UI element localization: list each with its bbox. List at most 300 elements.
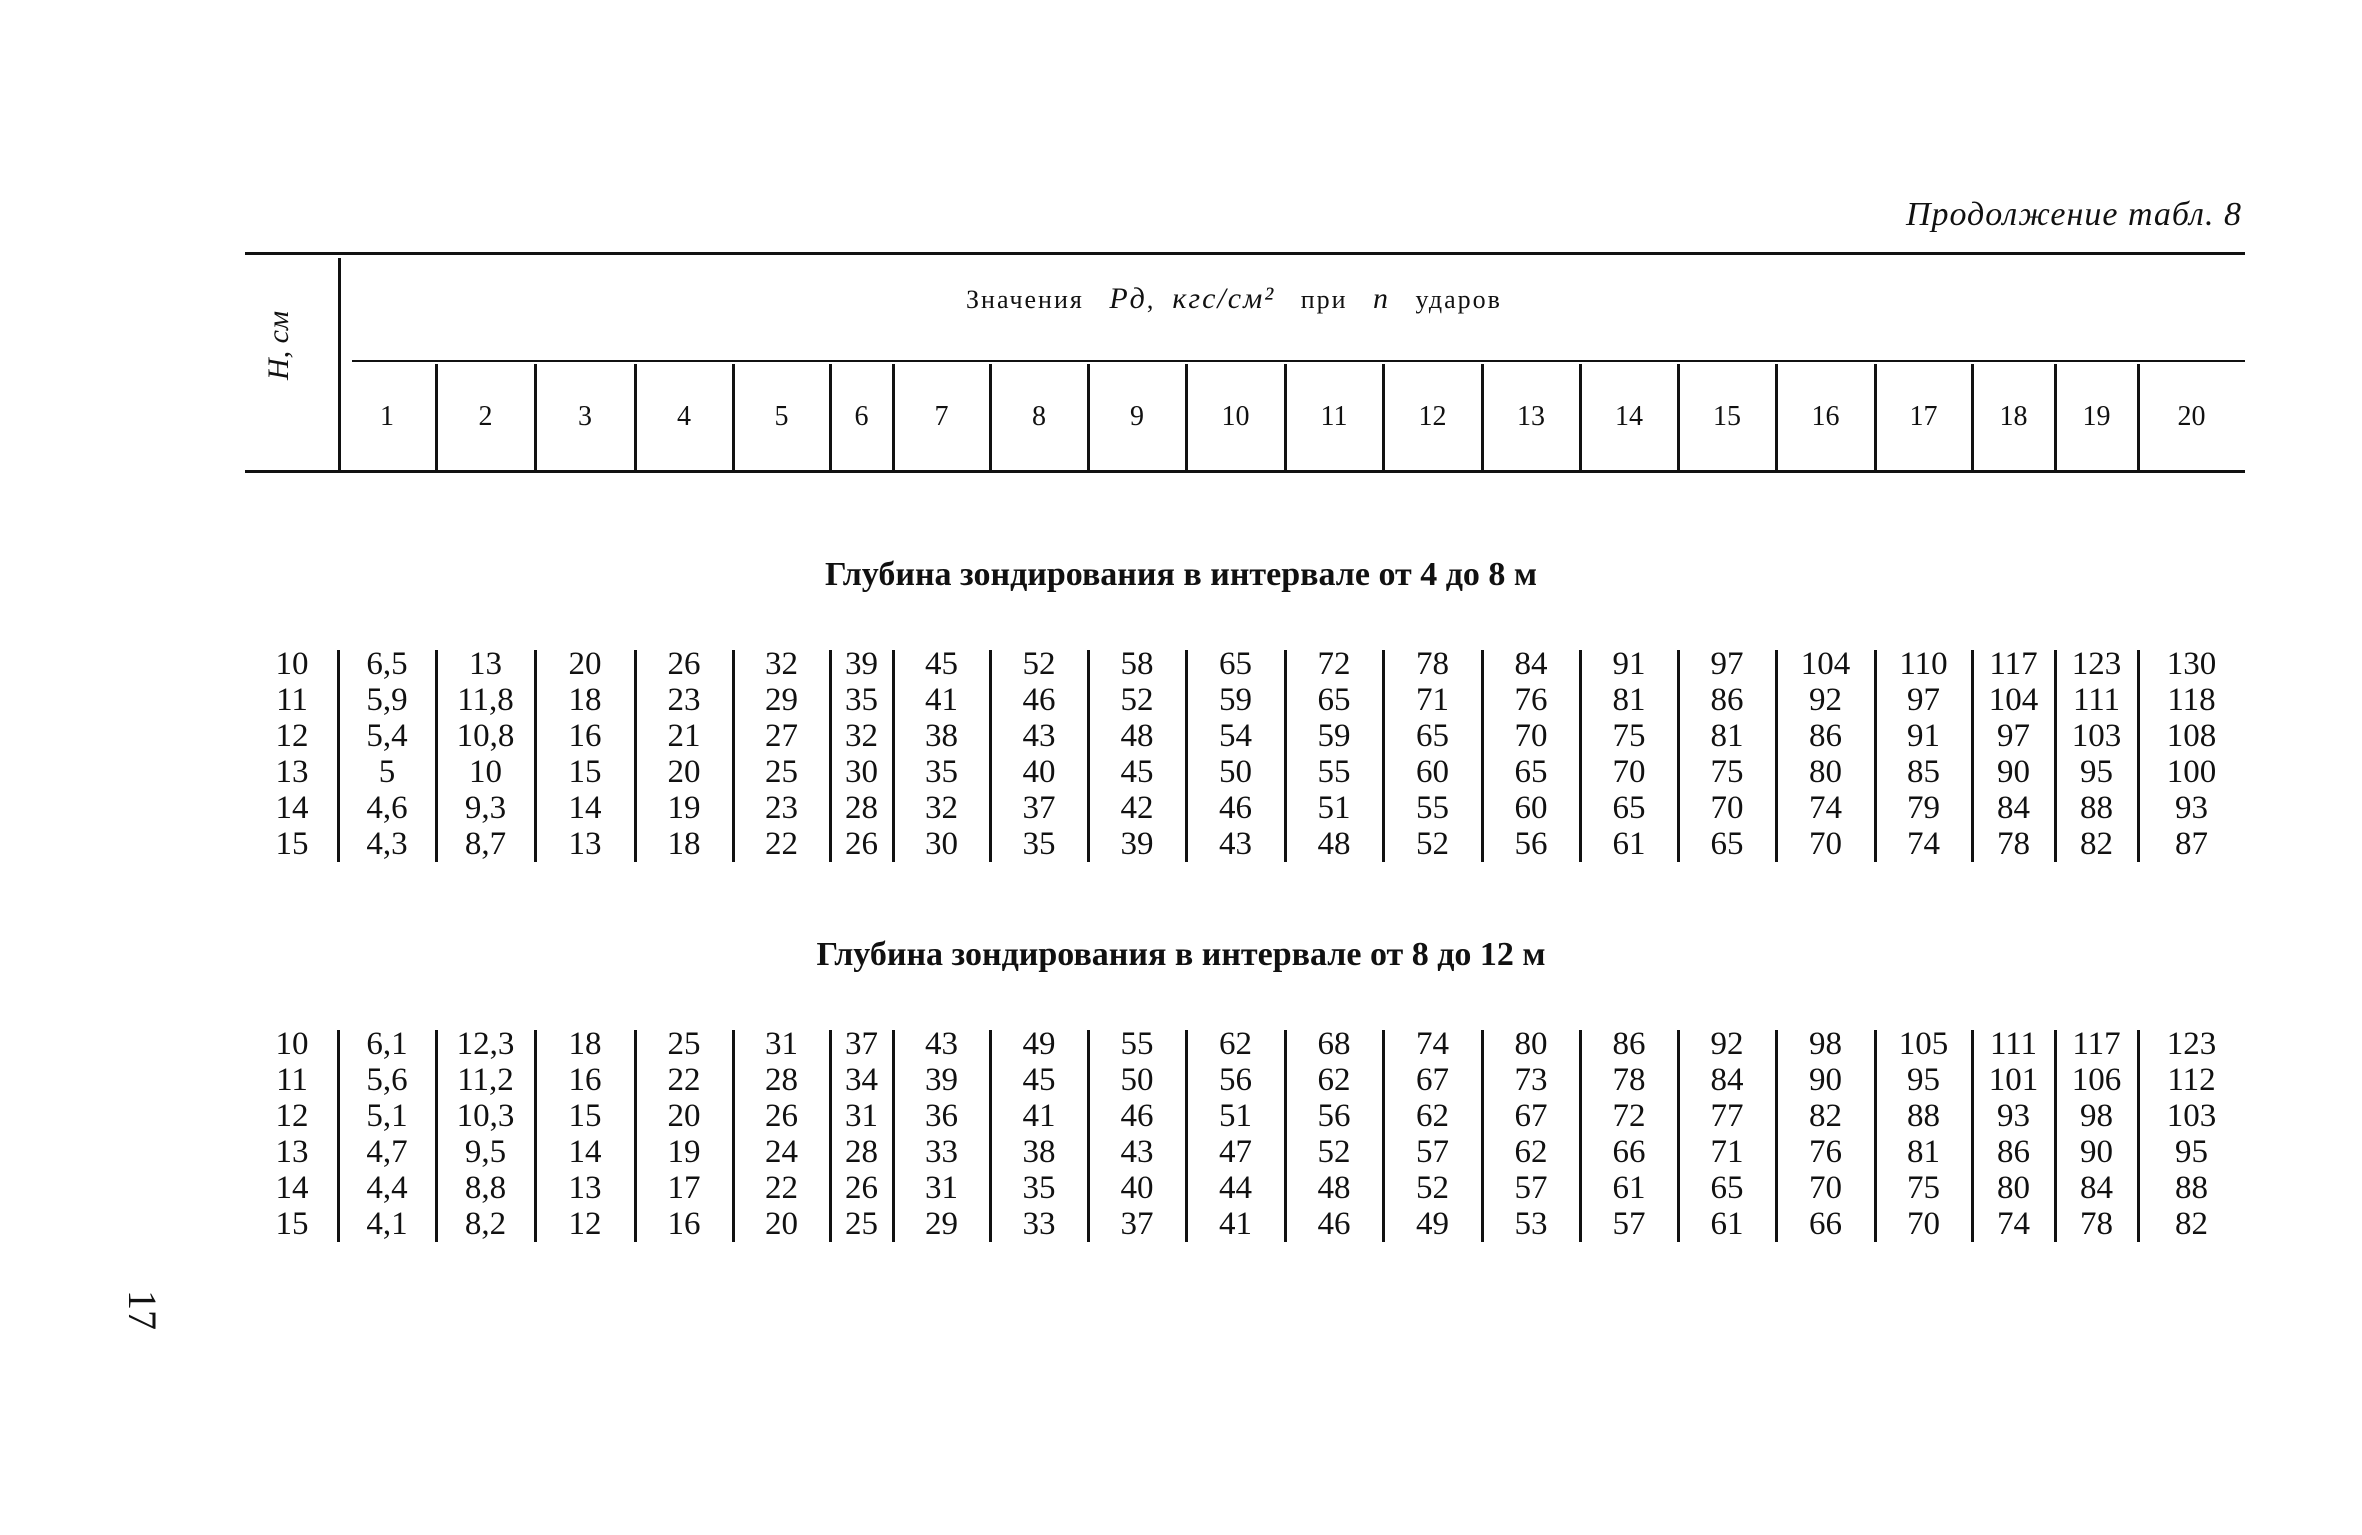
table-row	[0, 790, 2362, 826]
table-cell: 68	[1317, 1026, 1351, 1062]
h-value: 11	[276, 682, 308, 718]
table-cell: 9,3	[464, 790, 507, 826]
table-cell: 92	[1710, 1026, 1744, 1062]
table-cell: 23	[667, 682, 701, 718]
table-cell: 40	[1022, 754, 1056, 790]
table-cell: 46	[1219, 790, 1252, 826]
table-cell: 26	[667, 646, 701, 682]
table-cell: 79	[1907, 790, 1940, 826]
table-cell: 16	[667, 1206, 701, 1242]
column-separator	[1677, 650, 1680, 862]
table-cell: 91	[1612, 646, 1646, 682]
table-cell: 75	[1612, 718, 1646, 754]
column-header-separator	[1382, 364, 1385, 470]
continuation-caption: Продолжение табл. 8	[1905, 196, 2242, 233]
column-header-20: 20	[2177, 401, 2206, 432]
table-cell: 45	[1120, 754, 1154, 790]
table-cell: 130	[2166, 646, 2217, 682]
column-separator	[2137, 650, 2140, 862]
table-cell: 54	[1219, 718, 1252, 754]
table-cell: 97	[1710, 646, 1744, 682]
table-cell: 50	[1219, 754, 1252, 790]
column-header-separator	[1677, 364, 1680, 470]
page-number: 17	[120, 1290, 165, 1330]
table-cell: 90	[2080, 1134, 2113, 1170]
table-cell: 56	[1219, 1062, 1252, 1098]
column-separator	[534, 650, 537, 862]
table-cell: 86	[1809, 718, 1842, 754]
table-cell: 20	[765, 1206, 798, 1242]
table-cell: 88	[2175, 1170, 2208, 1206]
table-cell: 104	[1800, 646, 1851, 682]
column-separator	[829, 1030, 832, 1242]
column-separator	[1382, 650, 1385, 862]
table-cell: 61	[1710, 1206, 1744, 1242]
table-cell: 117	[2072, 1026, 2121, 1062]
table-cell: 29	[765, 682, 798, 718]
table-cell: 74	[1997, 1206, 2030, 1242]
table-cell: 52	[1416, 826, 1449, 862]
table-cell: 70	[1612, 754, 1646, 790]
table-cell: 59	[1219, 682, 1252, 718]
table-cell: 82	[2175, 1206, 2208, 1242]
table-cell: 4,7	[366, 1134, 408, 1170]
table-cell: 16	[568, 1062, 602, 1098]
table-cell: 8,7	[464, 826, 507, 862]
table-cell: 5,1	[366, 1098, 408, 1134]
column-separator	[1579, 650, 1582, 862]
table-cell: 36	[925, 1098, 958, 1134]
table-cell: 97	[1907, 682, 1940, 718]
table-header-bottom-rule	[245, 470, 2245, 473]
table-cell: 65	[1710, 826, 1744, 862]
column-header-3: 3	[578, 401, 592, 432]
table-cell: 95	[2080, 754, 2113, 790]
h-value: 15	[275, 1206, 309, 1242]
table-cell: 65	[1219, 646, 1252, 682]
column-header-2: 2	[478, 401, 493, 432]
h-value: 14	[275, 1170, 309, 1206]
table-cell: 25	[845, 1206, 878, 1242]
column-header-separator	[1284, 364, 1287, 470]
table-cell: 35	[925, 754, 958, 790]
column-separator	[1677, 1030, 1680, 1242]
table-cell: 50	[1120, 1062, 1154, 1098]
table-cell: 88	[2080, 790, 2113, 826]
column-header-17: 17	[1909, 401, 1938, 432]
column-header-9: 9	[1130, 401, 1144, 432]
h-value: 15	[275, 826, 309, 862]
table-cell: 46	[1317, 1206, 1351, 1242]
table-cell: 80	[1809, 754, 1842, 790]
n-label: при	[1300, 285, 1348, 314]
table-cell: 38	[1022, 1134, 1056, 1170]
column-separator	[435, 1030, 438, 1242]
column-header-separator	[435, 364, 438, 470]
table-cell: 97	[1997, 718, 2030, 754]
column-header-separator	[989, 364, 992, 470]
table-cell: 51	[1219, 1098, 1252, 1134]
column-header-16: 16	[1811, 401, 1840, 432]
table-cell: 5,4	[366, 718, 408, 754]
table-cell: 110	[1899, 646, 1948, 682]
table-cell: 43	[1219, 826, 1252, 862]
table-cell: 52	[1416, 1170, 1449, 1206]
column-separator	[1185, 1030, 1188, 1242]
column-separator	[1971, 1030, 1974, 1242]
table-cell: 19	[667, 790, 701, 826]
table-cell: 58	[1120, 646, 1154, 682]
table-cell: 42	[1120, 790, 1154, 826]
table-cell: 11,2	[457, 1062, 514, 1098]
table-cell: 43	[1120, 1134, 1154, 1170]
table-cell: 81	[1710, 718, 1744, 754]
table-cell: 16	[568, 718, 602, 754]
table-cell: 62	[1317, 1062, 1351, 1098]
table-cell: 35	[845, 682, 878, 718]
column-separator	[634, 650, 637, 862]
table-cell: 55	[1120, 1026, 1154, 1062]
h-value: 11	[276, 1062, 308, 1098]
table-cell: 37	[1022, 790, 1056, 826]
column-header-separator	[829, 364, 832, 470]
table-cell: 45	[1022, 1062, 1056, 1098]
table-cell: 40	[1120, 1170, 1154, 1206]
table-cell: 20	[667, 1098, 701, 1134]
table-cell: 49	[1022, 1026, 1056, 1062]
table-cell: 6,5	[366, 646, 408, 682]
column-separator	[1087, 1030, 1090, 1242]
table-cell: 95	[1907, 1062, 1940, 1098]
table-cell: 30	[925, 826, 958, 862]
table-cell: 118	[2167, 682, 2216, 718]
table-cell: 86	[1710, 682, 1744, 718]
table-cell: 30	[845, 754, 878, 790]
column-separator	[2054, 650, 2057, 862]
table-cell: 117	[1989, 646, 2038, 682]
column-header-separator	[1481, 364, 1484, 470]
column-header-19: 19	[2082, 401, 2111, 432]
table-cell: 59	[1317, 718, 1351, 754]
h-column-label: H, см	[262, 310, 295, 380]
table-cell: 104	[1988, 682, 2039, 718]
table-cell: 11,8	[457, 682, 514, 718]
table-cell: 67	[1514, 1098, 1548, 1134]
column-separator	[1284, 1030, 1287, 1242]
table-cell: 32	[765, 646, 798, 682]
table-cell: 33	[925, 1134, 958, 1170]
table-cell: 76	[1809, 1134, 1842, 1170]
table-cell: 26	[845, 1170, 878, 1206]
unit-label: кгс/см²	[1172, 282, 1276, 315]
column-header-separator	[732, 364, 735, 470]
table-cell: 81	[1907, 1134, 1940, 1170]
table-cell: 8,2	[464, 1206, 507, 1242]
table-cell: 5	[378, 754, 396, 790]
table-cell: 82	[1809, 1098, 1842, 1134]
table-row	[0, 754, 2362, 790]
table-cell: 20	[667, 754, 701, 790]
table-cell: 74	[1907, 826, 1940, 862]
table-cell: 12	[568, 1206, 602, 1242]
column-separator	[1481, 650, 1484, 862]
column-separator	[337, 1030, 340, 1242]
table-cell: 48	[1317, 1170, 1351, 1206]
column-header-separator	[1087, 364, 1090, 470]
column-separator	[892, 650, 895, 862]
table-cell: 106	[2071, 1062, 2122, 1098]
table-cell: 93	[1997, 1098, 2030, 1134]
column-header-10: 10	[1221, 401, 1250, 432]
column-separator	[829, 650, 832, 862]
table-cell: 74	[1809, 790, 1842, 826]
table-row	[0, 1170, 2362, 1206]
table-cell: 10	[469, 754, 502, 790]
table-cell: 38	[925, 718, 958, 754]
column-header-separator	[534, 364, 537, 470]
table-cell: 84	[1710, 1062, 1744, 1098]
table-cell: 55	[1416, 790, 1449, 826]
table-cell: 8,8	[464, 1170, 507, 1206]
table-cell: 48	[1120, 718, 1154, 754]
column-header-separator	[634, 364, 637, 470]
table-cell: 34	[845, 1062, 878, 1098]
column-separator	[989, 1030, 992, 1242]
column-separator	[1775, 650, 1778, 862]
table-row	[0, 1098, 2362, 1134]
table-cell: 92	[1809, 682, 1842, 718]
h-value: 14	[275, 790, 309, 826]
table-cell: 70	[1907, 1206, 1940, 1242]
column-header-separator	[2054, 364, 2057, 470]
column-separator	[1382, 1030, 1385, 1242]
table-cell: 27	[765, 718, 798, 754]
table-cell: 22	[765, 826, 798, 862]
table-cell: 78	[1612, 1062, 1646, 1098]
column-separator	[1185, 650, 1188, 862]
table-row	[0, 1026, 2362, 1062]
table-cell: 65	[1612, 790, 1646, 826]
table-row	[0, 682, 2362, 718]
table-cell: 24	[765, 1134, 798, 1170]
table-cell: 13	[568, 826, 602, 862]
table-cell: 67	[1416, 1062, 1449, 1098]
table-cell: 18	[568, 682, 602, 718]
column-separator	[1579, 1030, 1582, 1242]
table-cell: 57	[1416, 1134, 1449, 1170]
table-cell: 61	[1612, 1170, 1646, 1206]
table-cell: 4,4	[366, 1170, 408, 1206]
table-cell: 20	[568, 646, 602, 682]
table-cell: 26	[845, 826, 878, 862]
table-cell: 70	[1809, 826, 1842, 862]
table-cell: 72	[1317, 646, 1351, 682]
column-header-15: 15	[1713, 401, 1741, 432]
table-row	[0, 1062, 2362, 1098]
column-header-8: 8	[1032, 401, 1046, 432]
column-header-6: 6	[854, 401, 869, 432]
table-cell: 65	[1710, 1170, 1744, 1206]
table-cell: 84	[1514, 646, 1548, 682]
table-cell: 35	[1022, 826, 1056, 862]
table-cell: 103	[2166, 1098, 2217, 1134]
table-cell: 15	[568, 754, 602, 790]
column-header-separator	[1971, 364, 1974, 470]
column-separator	[337, 650, 340, 862]
table-cell: 47	[1219, 1134, 1252, 1170]
table-cell: 61	[1612, 826, 1646, 862]
table-cell: 25	[765, 754, 798, 790]
table-cell: 65	[1514, 754, 1548, 790]
table-cell: 13	[469, 646, 502, 682]
table-cell: 84	[2080, 1170, 2113, 1206]
table-cell: 45	[925, 646, 958, 682]
table-cell: 93	[2175, 790, 2208, 826]
table-cell: 111	[1989, 1026, 2038, 1062]
table-cell: 29	[925, 1206, 958, 1242]
column-separator	[1775, 1030, 1778, 1242]
table-cell: 56	[1317, 1098, 1351, 1134]
column-header-7: 7	[934, 401, 949, 432]
table-cell: 66	[1809, 1206, 1842, 1242]
table-cell: 33	[1022, 1206, 1056, 1242]
table-cell: 14	[568, 1134, 602, 1170]
table-cell: 90	[1809, 1062, 1842, 1098]
column-header-separator	[892, 364, 895, 470]
table-cell: 13	[568, 1170, 602, 1206]
table-cell: 12,3	[456, 1026, 515, 1062]
table-cell: 84	[1997, 790, 2030, 826]
table-cell: 53	[1514, 1206, 1548, 1242]
table-cell: 5,9	[366, 682, 408, 718]
column-separator	[1087, 650, 1090, 862]
table-cell: 4,6	[366, 790, 408, 826]
table-cell: 52	[1317, 1134, 1351, 1170]
table-cell: 28	[845, 790, 878, 826]
table-cell: 41	[925, 682, 958, 718]
table-cell: 5,6	[366, 1062, 408, 1098]
table-cell: 86	[1612, 1026, 1646, 1062]
column-separator	[732, 650, 735, 862]
h-value: 13	[275, 1134, 309, 1170]
table-row	[0, 1134, 2362, 1170]
table-cell: 71	[1710, 1134, 1744, 1170]
table-cell: 31	[845, 1098, 878, 1134]
table-cell: 28	[765, 1062, 798, 1098]
table-cell: 43	[925, 1026, 958, 1062]
table-cell: 23	[765, 790, 798, 826]
table-cell: 35	[1022, 1170, 1056, 1206]
column-separator	[634, 1030, 637, 1242]
table-cell: 80	[1514, 1026, 1548, 1062]
table-cell: 26	[765, 1098, 798, 1134]
header-inner-rule	[352, 360, 2245, 362]
column-header-separator	[1185, 364, 1188, 470]
column-separator	[1481, 1030, 1484, 1242]
table-cell: 17	[667, 1170, 701, 1206]
column-header-separator	[1874, 364, 1877, 470]
table-cell: 65	[1416, 718, 1449, 754]
column-separator	[989, 650, 992, 862]
table-cell: 98	[1809, 1026, 1842, 1062]
table-row	[0, 718, 2362, 754]
table-cell: 31	[765, 1026, 798, 1062]
table-cell: 95	[2175, 1134, 2208, 1170]
values-label: Значения	[966, 285, 1084, 314]
table-cell: 52	[1022, 646, 1056, 682]
values-caption: Значения Pд, кгс/см² при n ударов	[966, 282, 1502, 315]
column-header-18: 18	[1999, 401, 2028, 432]
table-cell: 37	[1120, 1206, 1154, 1242]
table-cell: 123	[2071, 646, 2122, 682]
section-title-8-12: Глубина зондирования в интервале от 8 до 12 м	[816, 936, 1546, 973]
table-cell: 43	[1022, 718, 1056, 754]
table-cell: 51	[1317, 790, 1351, 826]
table-cell: 62	[1219, 1026, 1252, 1062]
table-cell: 85	[1907, 754, 1940, 790]
table-cell: 100	[2166, 754, 2217, 790]
column-header-5: 5	[774, 401, 789, 432]
table-cell: 60	[1416, 754, 1449, 790]
table-cell: 10,3	[456, 1098, 515, 1134]
table-cell: 91	[1907, 718, 1940, 754]
column-header-11: 11	[1320, 401, 1348, 432]
table-cell: 75	[1710, 754, 1744, 790]
h-value: 10	[275, 646, 309, 682]
table-cell: 9,5	[464, 1134, 507, 1170]
table-cell: 46	[1120, 1098, 1154, 1134]
table-cell: 76	[1514, 682, 1548, 718]
table-cell: 39	[1120, 826, 1154, 862]
table-cell: 103	[2071, 718, 2122, 754]
table-cell: 86	[1997, 1134, 2030, 1170]
column-separator	[892, 1030, 895, 1242]
table-cell: 60	[1514, 790, 1548, 826]
column-separator	[2137, 1030, 2140, 1242]
table-cell: 57	[1514, 1170, 1548, 1206]
n-symbol: n	[1373, 282, 1391, 315]
column-header-13: 13	[1517, 401, 1545, 432]
table-cell: 14	[568, 790, 602, 826]
impacts-label: ударов	[1415, 285, 1502, 314]
table-cell: 37	[845, 1026, 878, 1062]
table-cell: 41	[1219, 1206, 1252, 1242]
table-cell: 66	[1612, 1134, 1646, 1170]
table-cell: 19	[667, 1134, 701, 1170]
column-header-1: 1	[380, 401, 394, 432]
table-cell: 71	[1416, 682, 1449, 718]
table-cell: 77	[1710, 1098, 1744, 1134]
table-cell: 32	[845, 718, 878, 754]
table-row	[0, 826, 2362, 862]
column-header-4: 4	[677, 401, 691, 432]
h-value: 10	[275, 1026, 309, 1062]
column-separator	[1971, 650, 1974, 862]
table-cell: 15	[568, 1098, 602, 1134]
pd-symbol: Pд	[1109, 282, 1147, 315]
table-cell: 52	[1120, 682, 1154, 718]
section-title-4-8: Глубина зондирования в интервале от 4 до 8 м	[824, 556, 1538, 593]
table-cell: 22	[667, 1062, 701, 1098]
table-cell: 70	[1809, 1170, 1842, 1206]
table-cell: 57	[1612, 1206, 1646, 1242]
table-cell: 18	[667, 826, 701, 862]
table-cell: 105	[1898, 1026, 1949, 1062]
column-separator	[1874, 650, 1877, 862]
table-cell: 108	[2166, 718, 2217, 754]
table-cell: 39	[845, 646, 878, 682]
table-row	[0, 646, 2362, 682]
